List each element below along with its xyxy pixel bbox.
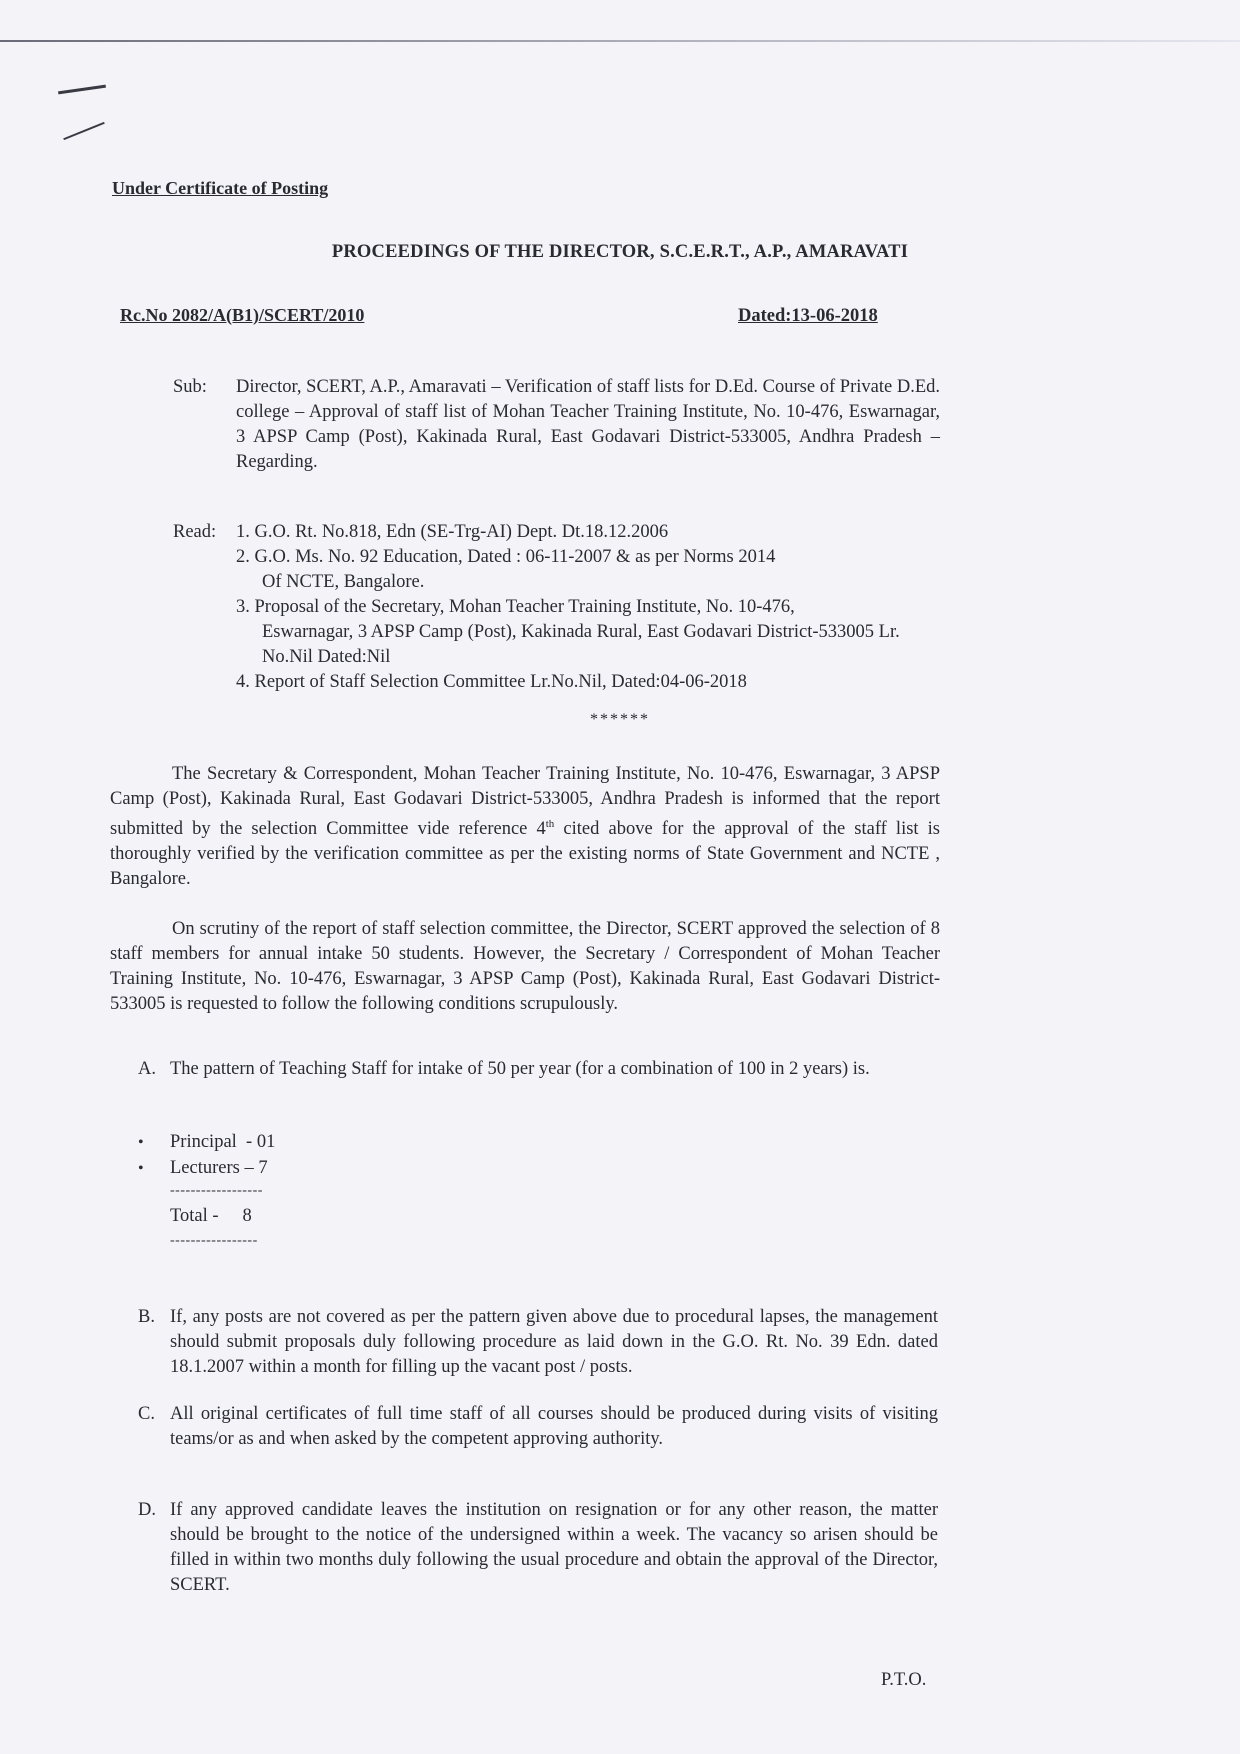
paragraph-text: The Secretary & Correspondent, Mohan Teacher Training Institute, No. 10-476, Eswarnagar, 3 APSP Camp (Post), Kakinada Rural, East Godavari District-533005, Andhra Pradesh is informed that the report submitted by the selection Committee vide reference 4 [110, 764, 940, 840]
total-label: Total - [170, 1206, 219, 1226]
condition-a [138, 1057, 938, 1082]
condition-d [138, 1498, 938, 1598]
condition-text: All original certificates of full time staff of all courses should be produced during visits of visiting teams/or as and when asked by the competent approving authority. [170, 1404, 938, 1449]
staff-count: – 7 [244, 1158, 268, 1178]
condition-b [138, 1305, 938, 1380]
reference-item [236, 520, 936, 545]
ordinal-suffix: th [545, 818, 555, 830]
section-separator: ****** [590, 711, 650, 728]
page-title: PROCEEDINGS OF THE DIRECTOR, S.C.E.R.T., A.P., AMARAVATI [331, 242, 909, 262]
reference-text: G.O. Rt. No.818, Edn (SE-Trg-AI) Dept. Dt.18.12.2006 [254, 522, 669, 542]
reference-item [236, 545, 936, 595]
reference-list [236, 520, 936, 695]
reference-text: Proposal of the Secretary, Mohan Teacher Training Institute, No. 10-476, [254, 597, 795, 617]
total-value: 8 [242, 1206, 252, 1226]
reference-text-continued: Of NCTE, Bangalore. [262, 572, 425, 592]
subject-text: Director, SCERT, A.P., Amaravati – Verification of staff lists for D.Ed. Course of Private D.Ed. college – Approval of staff list of Mohan Teacher Training Institute, No. 10-476, Eswarnagar, 3 APSP Camp (Post), Kakinada Rural, East Godavari District-533005, Andhra Pradesh –Regarding. [236, 377, 940, 472]
bullet-icon: • [138, 1134, 144, 1151]
condition-text: If, any posts are not covered as per the pattern given above due to procedural lapses, the management should submit proposals duly following procedure as laid down in the G.O. Rt. No. 39 Edn. dated 18.1.2007 within a month for filling up the vacant post / posts. [170, 1307, 938, 1377]
reference-number-label: 2. [236, 547, 250, 567]
posting-note: Under Certificate of Posting [112, 178, 329, 198]
staff-total [170, 1204, 252, 1229]
reference-text: G.O. Ms. No. 92 Education, Dated : 06-11-2007 & as per Norms 2014 [254, 547, 776, 567]
subject-label: Sub: [173, 377, 207, 397]
pen-mark [58, 85, 106, 95]
condition-text: If any approved candidate leaves the institution on resignation or for any other reason, the matter should be brought to the notice of the undersigned within a week. The vacancy so arisen should be filled in within two months duly following the usual procedure and obtain the approval of the Director, SCERT. [170, 1500, 938, 1595]
reference-item [236, 595, 936, 670]
dashed-rule: ------------------ [170, 1183, 263, 1198]
condition-c [138, 1402, 938, 1452]
reference-text-continued: Eswarnagar, 3 APSP Camp (Post), Kakinada Rural, East Godavari District-533005 Lr. No.Nil Dated:Nil [262, 622, 900, 667]
scan-edge-line [0, 40, 1240, 42]
reference-number: Rc.No 2082/A(B1)/SCERT/2010 [120, 305, 365, 325]
document-date: Dated:13-06-2018 [738, 306, 878, 326]
reference-number-label: 3. [236, 597, 250, 617]
reference-number-label: 1. [236, 522, 250, 542]
pen-mark [63, 122, 105, 140]
dashed-rule: ----------------- [170, 1233, 258, 1248]
reference-number-label: 4. [236, 672, 250, 692]
read-label: Read: [173, 522, 217, 542]
condition-text: The pattern of Teaching Staff for intake of 50 per year (for a combination of 100 in 2 years) is. [170, 1059, 870, 1079]
page-turn-note: P.T.O. [881, 1670, 927, 1690]
paragraph-approval [110, 762, 940, 892]
paragraph-text: cited above for the approval of the staff list is thoroughly verified by the verification committee as per the existing norms of State Government and NCTE , Bangalore. [110, 819, 940, 890]
reference-text: Report of Staff Selection Committee Lr.No.Nil, Dated:04-06-2018 [254, 672, 747, 692]
reference-item [236, 670, 936, 695]
staff-label: Lecturers [170, 1158, 240, 1178]
bullet-icon: • [138, 1160, 144, 1177]
paragraph-scrutiny: On scrutiny of the report of staff selection committee, the Director, SCERT approved the selection of 8 staff members for annual intake 50 students. However, the Secretary / Correspondent of Mohan Teacher Training Institute, No. 10-476, Eswarnagar, 3 APSP Camp (Post), Kakinada Rural, East Godavari District-533005 is requested to follow the following conditions scrupulously. [110, 919, 940, 1014]
staff-label: Principal [170, 1132, 237, 1152]
staff-count: - 01 [246, 1132, 276, 1152]
condition-letter: D. [138, 1500, 156, 1520]
condition-letter: A. [138, 1059, 156, 1079]
condition-letter: B. [138, 1307, 155, 1327]
condition-letter: C. [138, 1404, 155, 1424]
